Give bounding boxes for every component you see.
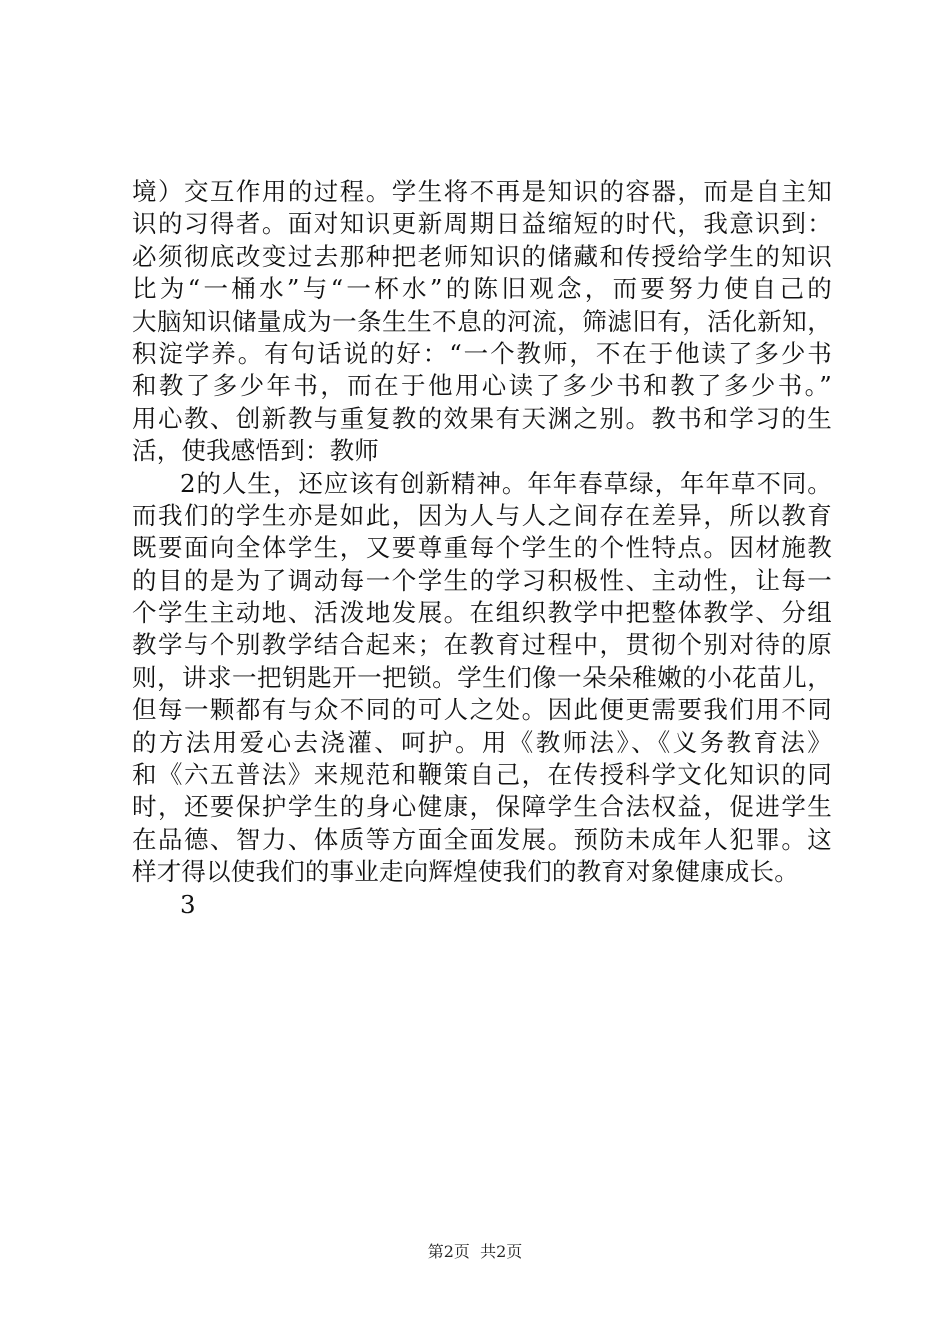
text-line: 而我们的学生亦是如此，因为人与人之间存在差异，所以教育 <box>132 500 832 530</box>
text-line: 比为“一桶水”与“一杯水”的陈旧观念，而要努力使自己的 <box>132 274 832 304</box>
text-line: 个学生主动地、活泼地发展。在组织教学中把整体教学、分组 <box>132 598 832 628</box>
text-line: 样才得以使我们的事业走向辉煌使我们的教育对象健康成长。 <box>132 857 799 887</box>
text-line: 用心教、创新教与重复教的效果有天渊之别。教书和学习的生 <box>132 403 832 433</box>
text-line: 必须彻底改变过去那种把老师知识的储藏和传授给学生的知识 <box>132 241 832 271</box>
text-line: 活，使我感悟到：教师 <box>132 436 379 466</box>
text-line: 积淀学养。有句话说的好：“一个教师，不在于他读了多少书 <box>132 338 832 368</box>
text-line: 但每一颗都有与众不同的可人之处。因此便更需要我们用不同 <box>132 695 832 725</box>
text-line: 的目的是为了调动每一个学生的学习积极性、主动性，让每一 <box>132 565 832 595</box>
text-line: 境）交互作用的过程。学生将不再是知识的容器，而是自主知 <box>132 177 832 206</box>
text-line: 和教了多少年书，而在于他用心读了多少书和教了多少书。” <box>132 371 832 401</box>
body-text <box>132 176 832 921</box>
paragraph-1 <box>132 176 832 468</box>
page-footer: 第2页 共2页 <box>427 1242 523 1261</box>
text-line: 识的习得者。面对知识更新周期日益缩短的时代，我意识到： <box>132 209 832 239</box>
text-line: 大脑知识储量成为一条生生不息的河流，筛滤旧有，活化新知， <box>132 306 832 336</box>
text-line: 时，还要保护学生的身心健康，保障学生合法权益，促进学生 <box>132 792 832 822</box>
paragraph-2 <box>132 468 832 889</box>
text-line: 既要面向全体学生，又要尊重每个学生的个性特点。因材施教 <box>132 533 832 563</box>
text-line: 2的人生，还应该有创新精神。年年春草绿，年年草不同。 <box>180 468 832 498</box>
text-line: 的方法用爱心去浇灌、呵护。用《教师法》、《义务教育法》 <box>132 727 832 757</box>
text-line: 则，讲求一把钥匙开一把锁。学生们像一朵朵稚嫩的小花苗儿， <box>132 662 832 692</box>
text-line: 在品德、智力、体质等方面全面发展。预防未成年人犯罪。这 <box>132 824 832 854</box>
text-line: 教学与个别教学结合起来；在教育过程中，贯彻个别对待的原 <box>132 630 832 660</box>
trailing-marker: 3 <box>180 889 196 919</box>
text-line: 和《六五普法》来规范和鞭策自己，在传授科学文化知识的同 <box>132 760 832 790</box>
